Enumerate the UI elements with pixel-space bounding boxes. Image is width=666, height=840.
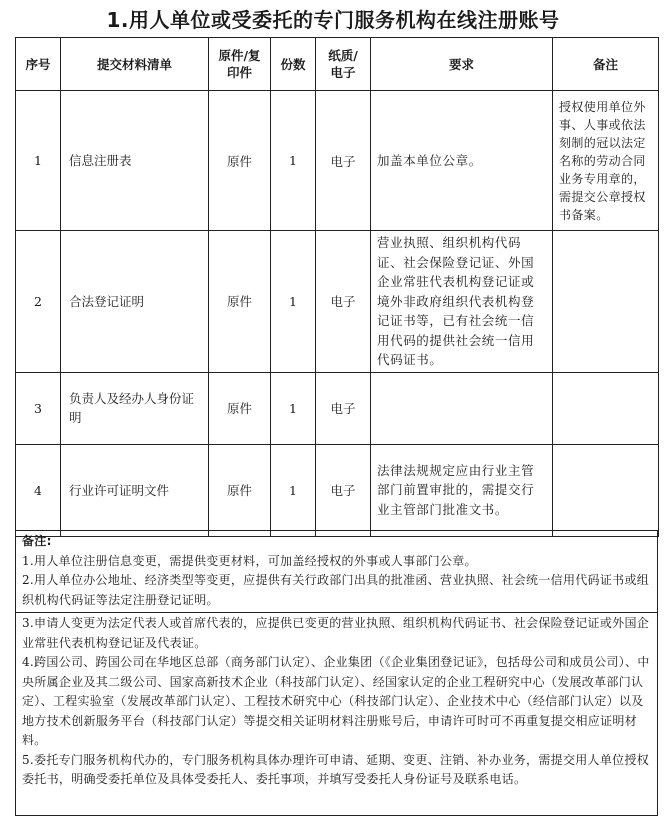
table-row xyxy=(16,444,659,536)
row-original: 原件 xyxy=(209,231,271,373)
row-original: 原件 xyxy=(209,372,271,444)
row-material: 信息注册表 xyxy=(61,91,209,231)
note-item: 1.用人单位注册信息变更，需提供变更材料，可加盖经授权的外事或人事部门公章。 xyxy=(22,553,477,568)
row-medium: 电子 xyxy=(316,231,371,373)
header-material: 提交材料清单 xyxy=(61,38,209,91)
row-requirement: 营业执照、组织机构代码证、社会保险登记证、外国企业常驻代表机构登记证或境外非政府组织代表机构登记证书等，已有社会统一信用代码的提供社会统一信用代码证书。 xyxy=(371,231,553,373)
notes-box-top xyxy=(15,530,658,613)
row-material: 行业许可证明文件 xyxy=(61,444,209,536)
row-original: 原件 xyxy=(209,444,271,536)
note-item: 5.委托专门服务机构代办的，专门服务机构具体办理许可申请、延期、变更、注销、补办业务，需提交用人单位授权委托书，明确受委托单位及具体受委托人、委托事项，并填写受委托人身份证号及联系电话。 xyxy=(22,752,650,786)
row-remark xyxy=(553,372,659,444)
row-copies: 1 xyxy=(271,444,316,536)
row-requirement: 加盖本单位公章。 xyxy=(371,91,553,231)
row-remark xyxy=(553,231,659,373)
note-item: 4.跨国公司、跨国公司在华地区总部（商务部门认定）、企业集团（《企业集团登记证》，包括母公司和成员公司）、中央所属企业及其二级公司、国家高新技术企业（科技部门认定）、经国家认定的企业工程研究中心（发展改革部门认定）、工程实验室（发展改革部门认定）、工程技术研究中心（科技部门认定）、企业技术中心（经信部门认定）以及地方技术创新服务平台（科技部门认定）等提交相关证明材料注册账号后，申请许可时可不再重复提交相应证明材料。 xyxy=(22,655,650,747)
note-item: 2.用人单位办公地址、经济类型等变更，应提供有关行政部门出具的批准函、营业执照、社会统一信用代码证书或组织机构代码证等法定注册登记证明。 xyxy=(22,573,650,607)
header-medium: 纸质/电子 xyxy=(316,38,371,91)
row-material: 合法登记证明 xyxy=(61,231,209,373)
row-remark xyxy=(553,444,659,536)
notes-heading: 备注: xyxy=(22,534,52,548)
note-item: 3.申请人变更为法定代表人或首席代表的，应提供已变更的营业执照、组织机构代码证书、社会保险登记证或外国企业常驻代表机构登记证及代表证。 xyxy=(22,616,650,650)
table-row xyxy=(16,231,659,373)
row-remark: 授权使用单位外事、人事或依法刻制的冠以法定名称的劳动合同业务专用章的，需提交公章授权书备案。 xyxy=(553,91,659,231)
table-row xyxy=(16,91,659,231)
row-copies: 1 xyxy=(271,231,316,373)
header-copies: 份数 xyxy=(271,38,316,91)
header-no: 序号 xyxy=(16,38,61,91)
header-remark: 备注 xyxy=(553,38,659,91)
materials-table xyxy=(15,37,659,537)
header-original: 原件/复印件 xyxy=(209,38,271,91)
row-no: 4 xyxy=(16,444,61,536)
row-no: 1 xyxy=(16,91,61,231)
row-requirement: 法律法规规定应由行业主管部门前置审批的，需提交行业主管部门批准文书。 xyxy=(371,444,553,536)
table-header-row xyxy=(16,38,659,91)
header-requirement: 要求 xyxy=(371,38,553,91)
row-medium: 电子 xyxy=(316,444,371,536)
row-copies: 1 xyxy=(271,372,316,444)
row-original: 原件 xyxy=(209,91,271,231)
page-title: 1.用人单位或受委托的专门服务机构在线注册账号 xyxy=(106,8,560,32)
row-no: 2 xyxy=(16,231,61,373)
row-medium: 电子 xyxy=(316,372,371,444)
row-medium: 电子 xyxy=(316,91,371,231)
row-no: 3 xyxy=(16,372,61,444)
notes-box-bottom xyxy=(15,612,658,816)
table-row xyxy=(16,372,659,444)
row-requirement xyxy=(371,372,553,444)
row-material: 负责人及经办人身份证明 xyxy=(61,372,209,444)
row-copies: 1 xyxy=(271,91,316,231)
